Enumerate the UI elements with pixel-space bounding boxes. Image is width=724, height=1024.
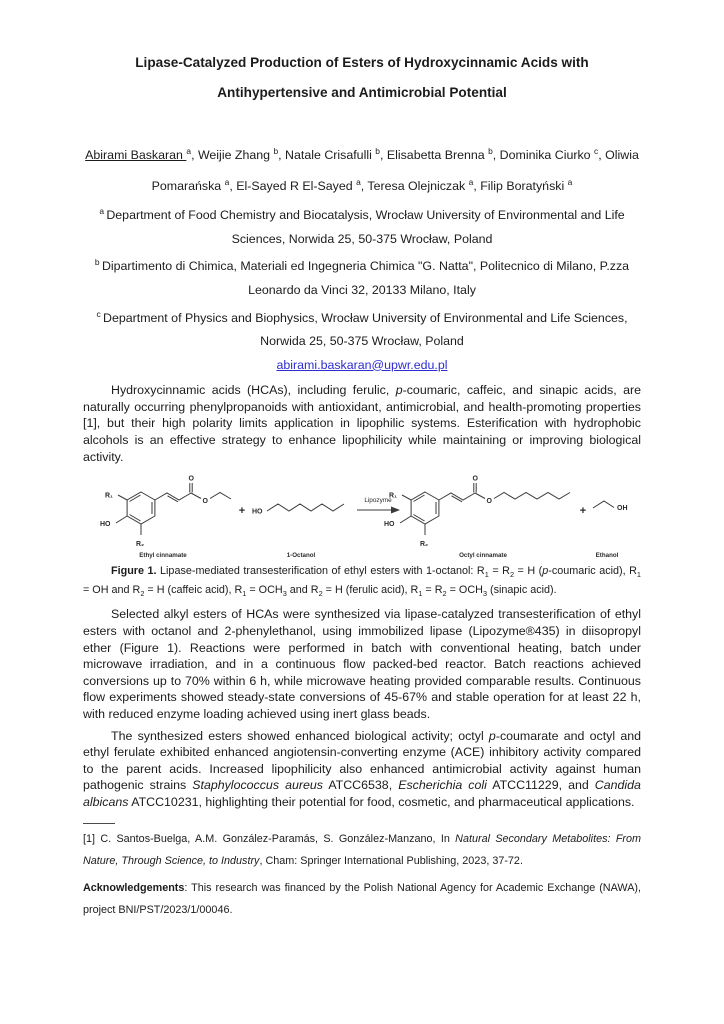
label-ethanol: Ethanol [595, 552, 619, 560]
reference-1: [1] C. Santos-Buelga, A.M. González-Paramás, S. González-Manzano, In Natural Secondary Metabolites: From Nature, Through Science, to Industry, Cham: Springer International Publishing, 2023, 37-72. [83, 832, 642, 868]
email-line [83, 354, 641, 378]
label-octyl-cinnamate: Octyl cinnamate [459, 552, 507, 560]
email-link[interactable]: abirami.baskaran@upwr.edu.pl [276, 357, 448, 372]
affiliation-b: $^b$ Dipartimento di Chimica, Materiali ed Ingegneria Chimica "G. Natta", Politecnico di Milano, P.zza Leonardo da Vinci 32, 20133 Milano, Italy [94, 257, 630, 297]
figure-1-caption: Figure 1. Lipase-mediated transesterification of ethyl esters with 1-octanol: $R_1 = R_2 = H$ (p-coumaric acid), $R_1$ = OH and $R_2 = H$ (caffeic acid), $R_1 = OCH_3$ and $R_2 = H$ (ferulic acid), $R_1 = R_2 = OCH_3$ (sinapic acid). [83, 565, 641, 598]
plus-sign: + [238, 505, 246, 518]
label-1-octanol: 1-Octanol [286, 552, 316, 560]
paper-title [83, 48, 641, 108]
affiliation-c: $^c$ Department of Physics and Biophysics, Wrocław University of Environmental and Life Sciences, Norwida 25, 50-375 Wrocław, Poland [96, 308, 628, 349]
octyl-cinnamate-structure [384, 476, 570, 549]
author-list: Abirami Baskaran $^a$, Weijie Zhang $^b$, Natale Crisafulli $^b$, Elisabetta Brenna $^b$, Dominika Ciurko $^c$, Oliwia Pomarańska $^a$, El-Sayed R El-Sayed $^a$, Teresa Olejniczak $^a$, Filip Boratyński $^a$ [85, 146, 639, 194]
r1-atom-label: R₁ [105, 492, 113, 500]
abstract-paragraph-2: Selected alkyl esters of HCAs were synthesized via lipase-catalyzed transesterification of ethyl esters with octanol and 2-phenylethanol, using immobilized lipase (Lipozyme®435) in diisopropyl ether (Figure 1). Reactions were performed in batch with conventional heating, batch under microwave irradiation, and in a continuous flow packed-bed reactor. Batch reactions achieved conversions up to 70% within 6 h, while microwave heating provided comparable results. Continuous flow experiments showed steady-state conversions of 45-67% and stable operation for at least 22 h, with reduced enzyme loading achieved using inert glass beads. [83, 607, 641, 721]
octanol-structure [252, 504, 344, 516]
r1-atom-label: R₁ [389, 492, 397, 500]
carbonyl-o-label: O [472, 475, 478, 483]
oh-atom-label: OH [617, 505, 628, 513]
paper-title-line1: Lipase-Catalyzed Production of Esters of Hydroxycinnamic Acids with [135, 55, 589, 70]
carbonyl-o-label: O [188, 475, 194, 483]
ester-o-label: O [202, 498, 208, 506]
lipozyme-arrow-label: Lipozyme [364, 497, 392, 505]
ethyl-cinnamate-structure [100, 476, 231, 549]
ester-o-label: O [486, 498, 492, 506]
ethanol-structure [593, 501, 628, 512]
acknowledgements: Acknowledgements: This research was financed by the Polish National Agency for Academic Exchange (NAWA), project BNI/PST/2023/1/00046. [83, 881, 641, 917]
footnote-separator [83, 823, 115, 824]
label-ethyl-cinnamate: Ethyl cinnamate [139, 552, 187, 560]
r2-atom-label: R₂ [420, 541, 429, 549]
ho-atom-label: HO [252, 508, 263, 516]
ho-atom-label: HO [100, 521, 111, 529]
paper-title-line2: Antihypertensive and Antimicrobial Potential [217, 85, 507, 100]
abstract-paragraph-1: Hydroxycinnamic acids (HCAs), including ferulic, p-coumaric, caffeic, and sinapic acids, are naturally occurring phenylpropanoids with antioxidant, antimicrobial, and health-promoting properties [1], but their high polarity limits application in lipophilic systems. Esterification with hydrophobic alcohols is an effective strategy to enhance lipophilicity while maintaining or improving biological activity. [83, 383, 641, 464]
plus-sign: + [579, 505, 587, 518]
affiliation-a: $^a$ Department of Food Chemistry and Biocatalysis, Wrocław University of Environmental and Life Sciences, Norwida 25, 50-375 Wrocław, Poland [99, 206, 625, 246]
r2-atom-label: R₂ [136, 541, 145, 549]
abstract-paragraph-3: The synthesized esters showed enhanced biological activity; octyl p-coumarate and octyl and ethyl ferulate exhibited enhanced angiotensin-converting enzyme (ACE) inhibitory activity compared to the parent acids. Increased lipophilicity also enhanced antimicrobial activity against human pathogenic strains Staphylococcus aureus ATCC6538, Escherichia coli ATCC11229, and Candida albicans ATCC10231, highlighting their potential for food, cosmetic, and pharmaceutical applications. [83, 728, 641, 809]
figure-1-reaction-scheme [83, 470, 641, 562]
ho-atom-label: HO [384, 521, 395, 529]
